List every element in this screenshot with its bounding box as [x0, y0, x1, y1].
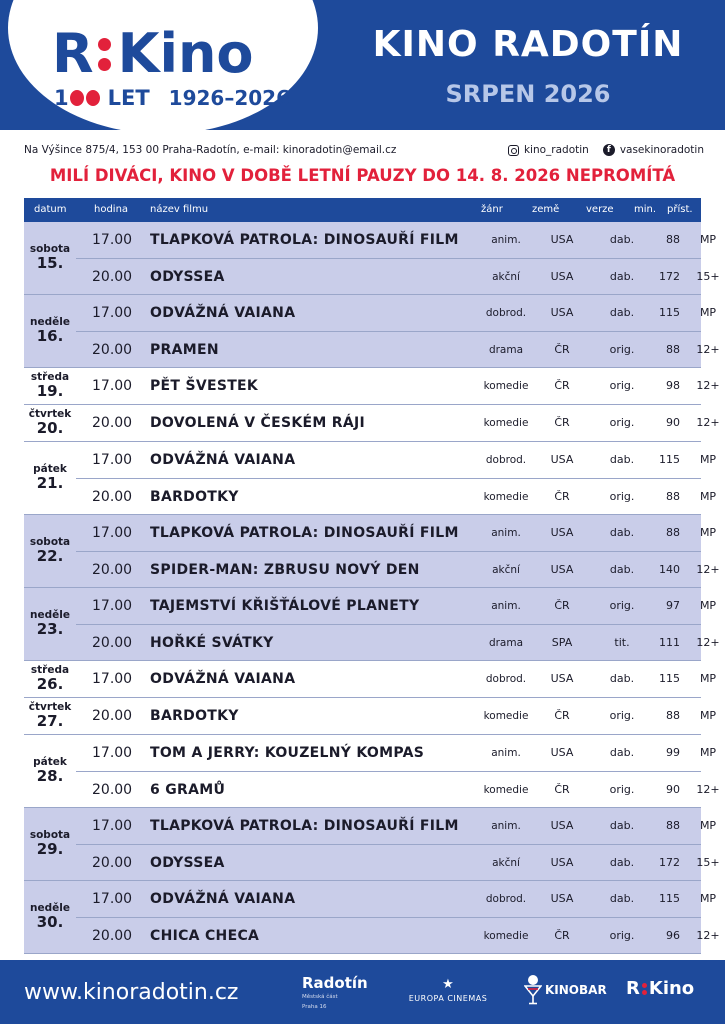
- day-date: 27.: [36, 712, 64, 731]
- film-title: DOVOLENÁ V ČESKÉM RÁJI: [150, 415, 366, 431]
- screening-list: [76, 405, 720, 441]
- day-name: sobota: [29, 828, 71, 841]
- film-title: HOŘKÉ SVÁTKY: [150, 635, 274, 651]
- film-country: USA: [550, 563, 574, 576]
- film-minutes: 172: [659, 270, 680, 283]
- rkino-r: R: [626, 978, 640, 999]
- film-country: ČR: [554, 416, 570, 429]
- film-version: dab.: [609, 746, 635, 759]
- day-cell: [24, 698, 76, 734]
- film-genre: anim.: [491, 234, 521, 246]
- screening-time: 20.00: [92, 342, 133, 358]
- film-genre: drama: [488, 637, 524, 649]
- film-genre: komedie: [483, 380, 529, 392]
- film-version: tit.: [614, 636, 630, 649]
- film-genre: akční: [492, 271, 520, 283]
- film-version: dab.: [609, 233, 635, 246]
- table-row: [76, 478, 717, 514]
- day-date: 20.: [36, 419, 64, 438]
- film-genre: akční: [492, 564, 520, 576]
- film-rating: 12+: [696, 929, 720, 942]
- day-group: [24, 588, 720, 661]
- day-group: [24, 881, 720, 954]
- rkino-footer-logo: [626, 980, 694, 998]
- film-rating: 12+: [696, 343, 720, 356]
- address-text: Na Výšince 875/4, 153 00 Praha-Radotín, e-mail: kinoradotin@email.cz: [24, 144, 397, 156]
- website-link[interactable]: www.kinoradotin.cz: [24, 980, 239, 1005]
- screening-list: [76, 735, 720, 807]
- day-group: [24, 368, 720, 405]
- header-banner: [0, 0, 725, 130]
- screening-time: 20.00: [92, 928, 133, 944]
- film-rating: MP: [699, 599, 717, 612]
- day-group: [24, 735, 720, 808]
- day-group: [24, 405, 720, 442]
- kino-logo: [52, 24, 254, 84]
- film-title: SPIDER-MAN: ZBRUSU NOVÝ DEN: [150, 562, 420, 578]
- day-cell: [24, 368, 76, 404]
- logo-dots-icon: [98, 38, 111, 71]
- kinobar-text: KINOBAR: [545, 983, 607, 997]
- film-rating: MP: [699, 306, 717, 319]
- logo-anniversary: [54, 86, 290, 110]
- day-name: středa: [30, 370, 70, 383]
- screening-list: [76, 808, 720, 880]
- day-name: neděle: [30, 315, 70, 328]
- day-date: 15.: [36, 254, 64, 273]
- social-links: [508, 144, 704, 156]
- day-cell: [24, 588, 76, 660]
- day-group: [24, 515, 720, 588]
- film-country: ČR: [554, 783, 570, 796]
- film-rating: 12+: [696, 379, 720, 392]
- film-minutes: 97: [666, 599, 680, 612]
- film-country: USA: [550, 819, 574, 832]
- day-name: neděle: [30, 608, 70, 621]
- screening-time: 17.00: [92, 378, 133, 394]
- screening-time: 17.00: [92, 745, 133, 761]
- film-version: dab.: [609, 892, 635, 905]
- day-cell: [24, 881, 76, 953]
- radotin-logo: [302, 976, 368, 1010]
- rkino-dots-icon: [642, 983, 647, 995]
- film-rating: 12+: [696, 636, 720, 649]
- day-name: středa: [30, 663, 70, 676]
- film-country: USA: [550, 453, 574, 466]
- table-row: [76, 661, 717, 697]
- film-minutes: 98: [666, 379, 680, 392]
- day-group: [24, 295, 720, 368]
- film-rating: MP: [699, 819, 717, 832]
- day-date: 22.: [36, 547, 64, 566]
- film-rating: MP: [699, 233, 717, 246]
- page-subtitle: SRPEN 2026: [445, 80, 611, 108]
- cocktail-glass-icon: [524, 974, 542, 1006]
- table-row: [76, 222, 717, 258]
- film-minutes: 111: [659, 636, 680, 649]
- film-minutes: 88: [666, 709, 680, 722]
- film-country: ČR: [554, 490, 570, 503]
- film-minutes: 90: [666, 416, 680, 429]
- day-date: 30.: [36, 913, 64, 932]
- logo-letter-r: R: [52, 22, 94, 85]
- screening-list: [76, 368, 720, 404]
- logo-let: LET: [107, 86, 150, 110]
- film-version: dab.: [609, 672, 635, 685]
- film-title: ODYSSEA: [150, 269, 225, 285]
- header-date: datum: [34, 204, 67, 215]
- screening-time: 20.00: [92, 782, 133, 798]
- film-version: orig.: [609, 599, 635, 612]
- day-date: 29.: [36, 840, 64, 859]
- screening-list: [76, 588, 720, 660]
- table-row: [76, 881, 717, 917]
- screening-time: 20.00: [92, 415, 133, 431]
- screening-time: 20.00: [92, 489, 133, 505]
- instagram-link[interactable]: [508, 144, 589, 156]
- film-title: ODVÁŽNÁ VAIANA: [150, 452, 296, 468]
- film-minutes: 115: [659, 672, 680, 685]
- film-title: 6 GRAMŮ: [150, 782, 226, 798]
- film-minutes: 88: [666, 526, 680, 539]
- day-cell: [24, 515, 76, 587]
- film-country: USA: [550, 746, 574, 759]
- star-icon: ★: [442, 977, 454, 992]
- film-rating: 12+: [696, 416, 720, 429]
- facebook-link[interactable]: [603, 144, 704, 156]
- day-name: čtvrtek: [28, 407, 72, 420]
- film-genre: komedie: [483, 784, 529, 796]
- screening-time: 17.00: [92, 525, 133, 541]
- film-genre: anim.: [491, 600, 521, 612]
- screening-list: [76, 442, 717, 514]
- day-group: [24, 222, 720, 295]
- film-version: dab.: [609, 819, 635, 832]
- film-rating: MP: [699, 526, 717, 539]
- film-title: BARDOTKY: [150, 708, 239, 724]
- film-rating: 12+: [696, 563, 720, 576]
- film-rating: 15+: [696, 270, 720, 283]
- header-minutes: min.: [634, 204, 657, 215]
- table-row: [76, 588, 717, 624]
- film-title: ODVÁŽNÁ VAIANA: [150, 305, 296, 321]
- film-rating: MP: [699, 490, 717, 503]
- instagram-icon: [508, 145, 519, 156]
- day-date: 26.: [36, 675, 64, 694]
- table-header: [24, 198, 701, 222]
- screening-list: [76, 222, 720, 294]
- film-genre: komedie: [483, 417, 529, 429]
- film-rating: 12+: [696, 783, 720, 796]
- table-body: [24, 222, 720, 954]
- film-minutes: 99: [666, 746, 680, 759]
- film-country: USA: [550, 233, 574, 246]
- header-version: verze: [586, 204, 614, 215]
- screening-time: 17.00: [92, 598, 133, 614]
- film-genre: anim.: [491, 527, 521, 539]
- film-title: TOM A JERRY: KOUZELNÝ KOMPAS: [150, 745, 425, 761]
- film-country: USA: [550, 892, 574, 905]
- table-row: [76, 258, 720, 294]
- screening-time: 20.00: [92, 635, 133, 651]
- logo-years: 1926–2026: [168, 86, 290, 110]
- film-title: CHICA CHECA: [150, 928, 260, 944]
- day-cell: [24, 295, 76, 367]
- day-date: 16.: [36, 327, 64, 346]
- film-minutes: 140: [659, 563, 680, 576]
- screening-time: 17.00: [92, 891, 133, 907]
- screening-list: [76, 515, 720, 587]
- day-group: [24, 808, 720, 881]
- table-row: [76, 698, 717, 734]
- film-rating: MP: [699, 672, 717, 685]
- kinobar-logo: [524, 974, 607, 1006]
- day-name: sobota: [29, 242, 71, 255]
- summer-break-notice: MILÍ DIVÁCI, KINO V DOBĚ LETNÍ PAUZY DO 14. 8. 2026 NEPROMÍTÁ: [49, 166, 676, 185]
- table-row: [76, 515, 717, 551]
- contact-info: [24, 144, 704, 160]
- day-name: pátek: [33, 462, 67, 475]
- table-row: [76, 771, 720, 807]
- film-version: dab.: [609, 306, 635, 319]
- film-genre: dobrod.: [485, 673, 527, 685]
- day-group: [24, 661, 717, 698]
- film-version: dab.: [609, 453, 635, 466]
- film-minutes: 88: [666, 343, 680, 356]
- film-version: orig.: [609, 709, 635, 722]
- film-country: USA: [550, 856, 574, 869]
- film-title: ODVÁŽNÁ VAIANA: [150, 671, 296, 687]
- film-country: ČR: [554, 379, 570, 392]
- film-rating: MP: [699, 453, 717, 466]
- table-row: [76, 331, 720, 367]
- header-time: hodina: [94, 204, 129, 215]
- film-version: orig.: [609, 929, 635, 942]
- screening-time: 20.00: [92, 269, 133, 285]
- film-title: TAJEMSTVÍ KŘIŠŤÁLOVÉ PLANETY: [150, 598, 420, 614]
- table-row: [76, 442, 717, 478]
- film-version: orig.: [609, 783, 635, 796]
- radotin-sub1: Městská část: [302, 994, 338, 1000]
- instagram-handle: kino_radotin: [523, 144, 589, 156]
- film-country: ČR: [554, 709, 570, 722]
- day-date: 21.: [36, 474, 64, 493]
- screening-time: 17.00: [92, 818, 133, 834]
- film-country: ČR: [554, 599, 570, 612]
- film-title: TLAPKOVÁ PATROLA: DINOSAUŘÍ FILM: [150, 232, 459, 248]
- screening-time: 20.00: [92, 855, 133, 871]
- table-row: [76, 844, 720, 880]
- logo-word-kino: Kino: [117, 22, 254, 85]
- film-genre: komedie: [483, 930, 529, 942]
- film-minutes: 96: [666, 929, 680, 942]
- film-title: ODYSSEA: [150, 855, 225, 871]
- screening-time: 17.00: [92, 232, 133, 248]
- facebook-handle: vasekinoradotin: [619, 144, 704, 156]
- film-version: dab.: [609, 526, 635, 539]
- table-row: [76, 917, 720, 953]
- screening-time: 20.00: [92, 708, 133, 724]
- film-version: orig.: [609, 416, 635, 429]
- film-rating: MP: [699, 709, 717, 722]
- table-row: [76, 405, 720, 441]
- screening-list: [76, 295, 720, 367]
- film-minutes: 88: [666, 819, 680, 832]
- header-country: země: [532, 204, 560, 215]
- facebook-icon: f: [603, 144, 615, 156]
- film-genre: anim.: [491, 820, 521, 832]
- film-country: ČR: [554, 929, 570, 942]
- program-table: [24, 198, 720, 954]
- film-genre: drama: [488, 344, 524, 356]
- film-title: PRAMEN: [150, 342, 219, 358]
- screening-list: [76, 881, 720, 953]
- day-cell: [24, 222, 76, 294]
- day-cell: [24, 442, 76, 514]
- day-name: pátek: [33, 755, 67, 768]
- film-rating: 15+: [696, 856, 720, 869]
- film-genre: dobrod.: [485, 893, 527, 905]
- europa-cinemas-logo: [402, 978, 494, 1003]
- header-title: název filmu: [150, 204, 209, 215]
- film-title: TLAPKOVÁ PATROLA: DINOSAUŘÍ FILM: [150, 818, 459, 834]
- film-minutes: 88: [666, 490, 680, 503]
- film-minutes: 115: [659, 892, 680, 905]
- film-genre: dobrod.: [485, 307, 527, 319]
- table-row: [76, 735, 717, 771]
- film-version: orig.: [609, 343, 635, 356]
- film-genre: anim.: [491, 747, 521, 759]
- screening-list: [76, 661, 717, 697]
- film-minutes: 90: [666, 783, 680, 796]
- header-rating: příst.: [667, 204, 693, 215]
- page-title: KINO RADOTÍN: [372, 24, 684, 65]
- rkino-kino: Kino: [648, 978, 695, 999]
- film-genre: akční: [492, 857, 520, 869]
- film-version: orig.: [609, 379, 635, 392]
- europa-text: EUROPA CINEMAS: [408, 994, 488, 1003]
- day-cell: [24, 661, 76, 697]
- day-name: neděle: [30, 901, 70, 914]
- day-date: 28.: [36, 767, 64, 786]
- screening-time: 17.00: [92, 305, 133, 321]
- film-country: USA: [550, 270, 574, 283]
- film-minutes: 115: [659, 453, 680, 466]
- day-cell: [24, 405, 76, 441]
- film-version: orig.: [609, 490, 635, 503]
- film-minutes: 115: [659, 306, 680, 319]
- film-version: dab.: [609, 856, 635, 869]
- screening-time: 17.00: [92, 671, 133, 687]
- film-title: TLAPKOVÁ PATROLA: DINOSAUŘÍ FILM: [150, 525, 459, 541]
- table-row: [76, 808, 717, 844]
- film-country: SPA: [551, 636, 573, 649]
- day-date: 23.: [36, 620, 64, 639]
- footer: [0, 960, 725, 1024]
- film-genre: komedie: [483, 710, 529, 722]
- film-country: USA: [550, 672, 574, 685]
- table-row: [76, 551, 720, 587]
- film-minutes: 172: [659, 856, 680, 869]
- day-group: [24, 442, 717, 515]
- table-row: [76, 295, 717, 331]
- film-rating: MP: [699, 746, 717, 759]
- table-row: [76, 624, 720, 660]
- day-group: [24, 698, 717, 735]
- film-minutes: 88: [666, 233, 680, 246]
- day-cell: [24, 808, 76, 880]
- screening-list: [76, 698, 717, 734]
- day-name: sobota: [29, 535, 71, 548]
- radotin-name: Radotín: [302, 974, 368, 992]
- film-country: USA: [550, 526, 574, 539]
- header-genre: žánr: [481, 204, 503, 215]
- radotin-sub2: Praha 16: [302, 1003, 327, 1010]
- film-genre: komedie: [483, 491, 529, 503]
- day-date: 19.: [36, 382, 64, 401]
- film-version: dab.: [609, 270, 635, 283]
- film-title: ODVÁŽNÁ VAIANA: [150, 891, 296, 907]
- film-version: dab.: [609, 563, 635, 576]
- screening-time: 20.00: [92, 562, 133, 578]
- screening-time: 17.00: [92, 452, 133, 468]
- logo-100-let: 1 LET: [54, 86, 150, 110]
- day-name: čtvrtek: [28, 700, 72, 713]
- day-cell: [24, 735, 76, 807]
- film-country: USA: [550, 306, 574, 319]
- table-row: [76, 368, 720, 404]
- film-genre: dobrod.: [485, 454, 527, 466]
- film-title: BARDOTKY: [150, 489, 239, 505]
- film-title: PĚT ŠVESTEK: [150, 378, 259, 394]
- film-rating: MP: [699, 892, 717, 905]
- film-country: ČR: [554, 343, 570, 356]
